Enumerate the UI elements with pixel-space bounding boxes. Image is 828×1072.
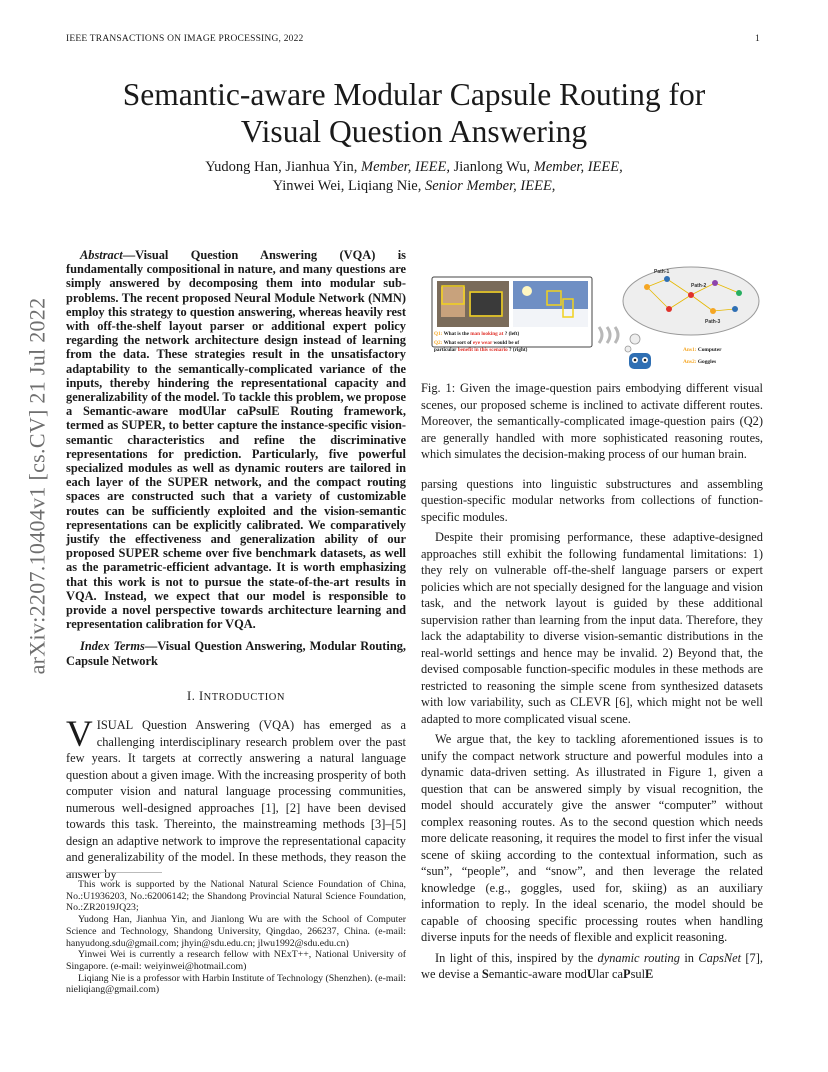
author-line-2	[60, 177, 768, 196]
paragraph-argument: We argue that, the key to tackling aforementioned issues is to unify the compact network structure and powerful modules into a dynamic data-driven setting. As illustrated in Figure 1, given a question that can be answered simply by visual recognition, the model should accurately give the answer “computer” without complex reasoning routes. As to the second question which needs more delicate reasoning, it requires the model to first infer the visual scene of skiing according to the contextual information, such as “sun”, “people”, and “snow”, and then leverage the related knowledge (e.g., goggles, used for, skiing) as an auxiliary information to reply. In the ideal scenario, the model should be capable of choosing specific processing routes when handling diverse inputs for the needs of flexible and explicit reasoning.	[421, 732, 763, 944]
figure-1-caption	[421, 380, 763, 463]
answer-1: Ans1: Computer	[683, 347, 722, 353]
intro-text: ISUAL Question Answering (VQA) has emerged as a challenging interdisciplinary research problem over the past few years. It targets at correctly answering a natural language question about a given image. With the increasing prosperity of both computer vision and natural language processing communities, numerous well-designed approaches [1], [2] have been devised towards this task. Thereinto, the mainstreaming methods [3]–[5] design an adaptive network to improve the representational capacity and generalizability of the model. In these methods, they reason the answer by	[66, 718, 406, 881]
right-column	[421, 380, 763, 983]
thought-cloud	[623, 267, 759, 352]
paragraph-continuation: parsing questions into linguistic substructures and assembling question-specific modular networks from collections of function-specific modules.	[421, 476, 763, 524]
photo-right-snow	[513, 309, 588, 327]
section-first-letter: I	[198, 688, 204, 703]
question-2-line-2: particular benefit in this scenario ? (right)	[434, 347, 528, 353]
arxiv-identifier-text: arXiv:2207.10404v1 [cs.CV] 21 Jul 2022	[24, 297, 50, 675]
flow-arrows	[599, 327, 618, 343]
index-terms	[66, 639, 406, 667]
abstract-label: Abstract	[80, 248, 123, 262]
path-2-label: Path-2	[691, 283, 707, 289]
section-numeral: I.	[187, 688, 199, 703]
path-3-label: Path-3	[705, 319, 721, 325]
author-list	[60, 158, 768, 196]
footnote-affiliation-hit: Liqiang Nie is a professor with Harbin Institute of Technology (Shenzhen). (e-mail: nieliqiang@gmail.com)	[66, 972, 406, 996]
title-line-1: Semantic-aware Modular Capsule Routing for	[122, 77, 706, 112]
journal-header: IEEE TRANSACTIONS ON IMAGE PROCESSING, 2022	[66, 34, 304, 44]
abstract-text: —Visual Question Answering (VQA) is fundamentally compositional in nature, and many questions are simply answered by decomposing them into modular sub-problems. The recent proposed Neural Module Network (NMN) employ this strategy to question answering, whereas heavily rest with off-the-shelf layout parser or additional expert policy regarding the network architecture design instead of learning from the data. These strategies result in the unsatisfactory adaptability to the semantically-complicated variance of the inputs, thereby hindering the representational capacity and generalizability of the model. To tackle this problem, we propose a Semantic-aware modUlar caPsulE Routing framework, termed as SUPER, to better capture the instance-specific vision-semantic characteristics and refine the discriminative representations for prediction. Particularly, five powerful specialized modules as well as dynamic routers are tailored in each layer of the SUPER network, and the compact routing spaces are constructed such that a variety of customizable routes can be sufficiently exploited and the vision-semantic representations can be explicitly calibrated. We comparatively justify the effectiveness and generalization ability of our proposed SUPER scheme over five benchmark datasets, as well as the parametric-efficient advantage. It is worth emphasizing that this work is not to pursue the state-of-the-art results in VQA. Instead, we expect that our model is responsible to provide a novel perspective towards architecture learning and representation calibration for VQA.	[66, 248, 406, 632]
paragraph-limitations: Despite their promising performance, these adaptive-designed approaches still exhibit the following fundamental limitations: 1) they rely on vulnerable off-the-shelf language parsers or expert policies which are not specially designed for the language and vision task, and the network layout is guided by these additional supervision rather than learning from the input data. Therefore, they lack the adaptability to diverse vision-semantic distributions in the real-world settings and hence may be invalid. 2) Beyond that, the devised composable function-specific modules in these methods are restricted to reasoning the simple scene from synthesized datasets with low variability, such as CLEVR [6], which might not be well adapted to more complicated visual scene.	[421, 530, 763, 726]
caption-label: Fig. 1:	[421, 381, 456, 395]
intro-paragraph	[66, 714, 406, 882]
question-1: Q1: What is the man looking at ? (left)	[434, 331, 520, 337]
robot-icon	[629, 353, 651, 369]
section-heading-introduction	[66, 689, 406, 705]
footnote-affiliation-nus: Yinwei Wei is currently a research fellow with NExT++, National University of Singapore. (e-mail: weiyinwei@hotmail.com)	[66, 949, 406, 972]
title-line-2: Visual Question Answering	[240, 114, 588, 149]
answer-2: Ans2: Goggles	[683, 359, 717, 365]
question-2-line-1: Q2: What sort of eye wear would be of	[434, 340, 520, 346]
footnote-rule	[66, 872, 162, 873]
drop-cap: V	[66, 714, 93, 756]
abstract	[66, 248, 406, 631]
figure-1-illustration	[429, 265, 765, 372]
author-line-1	[60, 158, 768, 177]
author-names: Yudong Han, Jianhua Yin,	[205, 159, 362, 175]
caption-text: Given the image-question pairs embodying different visual scenes, our proposed scheme is inclined to activate different routes. Moreover, the semantically-complicated image-question pairs (Q2) are generally handled with more sophisticated reasoning routes, which simulates the decision-making process of our human brain.	[421, 381, 763, 461]
footnotes	[66, 879, 406, 996]
author-affil: Member, IEEE,	[361, 159, 450, 175]
paragraph-inspiration: In light of this, inspired by the dynamic routing in CapsNet [7], we devise a Semantic-aware modUlar caPsulE	[421, 950, 763, 981]
footnote-affiliation-sdu: Yudong Han, Jianhua Yin, and Jianlong Wu are with the School of Computer Science and Technology, Shandong University, Qingdao, 266237, China. (e-mail: hanyudong.sdu@gmail.com; jhyin@sdu.edu.cn; jlwu1992@sdu.edu.cn)	[66, 914, 406, 949]
photo-right-sun	[522, 286, 532, 296]
author-names: Yinwei Wei, Liqiang Nie,	[272, 178, 425, 194]
author-affil: Senior Member, IEEE,	[424, 178, 556, 194]
path-1-label: Path-1	[654, 269, 670, 275]
page-number: 1	[755, 34, 760, 44]
photo-left-monitor	[471, 293, 501, 315]
footnote-funding: This work is supported by the National Natural Science Foundation of China, No.:U1936203, No.:62006142; the Shandong Provincial Natural Science Foundation, No.:ZR2019JQ23;	[66, 879, 406, 914]
section-rest: NTRODUCTION	[203, 691, 285, 703]
figure-1	[429, 265, 765, 372]
arxiv-identifier	[19, 296, 55, 676]
photo-left-man	[441, 287, 465, 317]
author-affil: Member, IEEE,	[533, 159, 623, 175]
left-column	[66, 248, 406, 882]
paper-title	[60, 76, 768, 150]
index-terms-label: Index Terms	[80, 639, 145, 654]
author-names: Jianlong Wu,	[450, 159, 534, 175]
index-terms-text: —Visual Question Answering, Modular Routing, Capsule Network	[66, 639, 406, 668]
